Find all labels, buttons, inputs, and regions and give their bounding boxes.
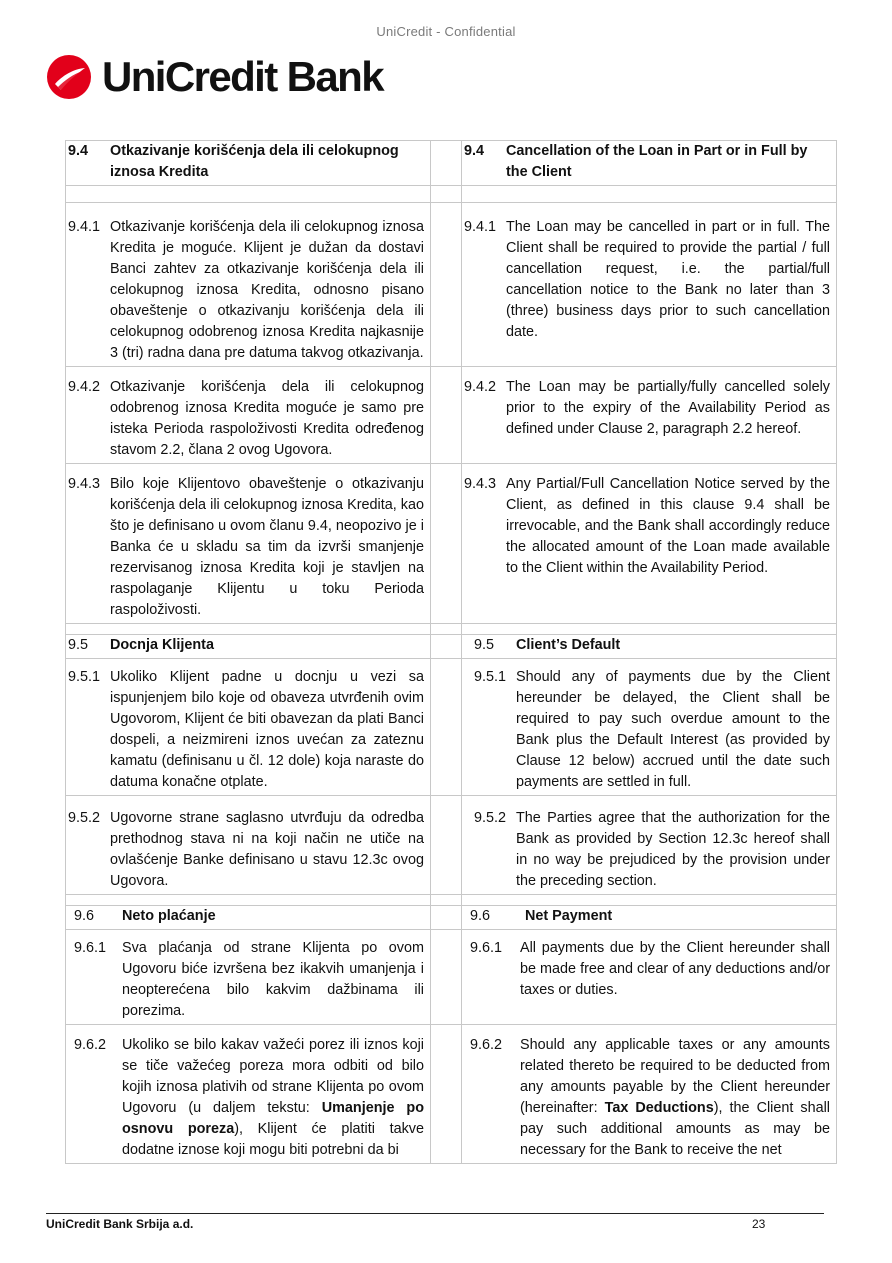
clause-number: 9.4.1 <box>68 219 101 235</box>
section-number: 9.6 <box>74 908 95 924</box>
clause-number: 9.5.2 <box>68 810 101 826</box>
page-number: 23 <box>752 1217 766 1231</box>
clause-text: Ugovorne strane saglasno utvrđuju da odredba prethodnog stava ni na koji način ne utiče na ovlašćenje Banke definisano u stavu 12.3c ovog Ugovora. <box>110 810 424 889</box>
clause-number: 9.5.1 <box>474 669 507 685</box>
clause-row <box>66 796 837 895</box>
section-title: Net Payment <box>525 908 613 924</box>
clause-text: Ukoliko Klijent padne u docnju u vezi sa ispunjenjem bilo koje od obaveza utvrđenih ovim Ugovorom, Klijent će biti obavezan da plati Banci dospeli, a neizmireni iznos uvećan za zateznu kamatu (definisanu u čl. 12 dole) koja naraste do datuma konačne otplate. <box>110 669 424 790</box>
section-title: Client’s Default <box>516 637 621 653</box>
contract-table <box>65 140 837 1164</box>
section-title: Docnja Klijenta <box>110 637 214 653</box>
confidential-label: UniCredit - Confidential <box>376 24 516 39</box>
clause-text: Bilo koje Klijentovo obaveštenje o otkazivanju korišćenja dela ili celokupnog iznosa Kredita, kao što je definisano u ovom članu 9.4, neopozivo je i Banka će u skladu sa tim da izvrši smanjenje rezervisanog iznosa Kredita koji je stavljen na raspolaganje Klijentu u toku Perioda raspoloživosti. <box>110 476 424 618</box>
bank-logo <box>46 52 383 102</box>
clause-text: All payments due by the Client hereunder shall be made free and clear of any deductions and/or taxes or duties. <box>520 940 830 998</box>
section-9-4-heading-row <box>66 141 837 186</box>
section-number: 9.4 <box>68 143 89 159</box>
clause-text: Any Partial/Full Cancellation Notice served by the Client, as defined in this clause 9.4 shall be irrevocable, and the Bank shall accordingly reduce the allocated amount of the Loan made available to the Client within the Availability Period. <box>506 476 830 576</box>
section-9-5-heading-row <box>66 635 837 659</box>
clause-number: 9.4.1 <box>464 219 497 235</box>
clause-text: The Loan may be cancelled in part or in full. The Client shall be required to provide the partial / full cancellation request, i.e. the partial/full cancellation notice to the Bank no later than 3 (three) business days prior to such cancellation date. <box>506 219 830 340</box>
clause-row <box>66 659 837 796</box>
clause-number: 9.4.3 <box>68 476 101 492</box>
section-number: 9.5 <box>474 637 495 653</box>
clause-row <box>66 203 837 367</box>
unicredit-logo-icon <box>46 54 92 100</box>
clause-number: 9.6.2 <box>74 1037 107 1053</box>
defined-term: Tax Deductions <box>604 1100 714 1116</box>
clause-number: 9.6.1 <box>74 940 107 956</box>
section-9-6-heading-row <box>66 906 837 930</box>
section-title: Otkazivanje korišćenja dela ili celokupnog iznosa Kredita <box>110 143 399 180</box>
footer-divider <box>46 1213 824 1214</box>
clause-row <box>66 930 837 1025</box>
clause-number: 9.4.3 <box>464 476 497 492</box>
clause-number: 9.6.2 <box>470 1037 503 1053</box>
clause-number: 9.6.1 <box>470 940 503 956</box>
clause-row <box>66 367 837 464</box>
section-number: 9.6 <box>470 908 491 924</box>
clause-text: The Parties agree that the authorization for the Bank as provided by Section 12.3c hereof shall in no way be prejudiced by the provision under the preceding section. <box>516 810 830 889</box>
clause-text: The Loan may be partially/fully cancelled solely prior to the expiry of the Availability Period as defined under Clause 2, paragraph 2.2 hereof. <box>506 379 830 437</box>
clause-text: Should any applicable taxes or any amounts related thereto be required to be deducted from any amounts payable by the Client hereunder (hereinafter: Tax Deductions), the Client shall pay such additional amounts as may be necessary for the Bank to receive the net <box>520 1037 830 1158</box>
clause-text: Otkazivanje korišćenja dela ili celokupnog odobrenog iznosa Kredita moguće je samo pre isteka Perioda raspoloživosti Kredita određenog stavom 2.2, člana 2 ovog Ugovora. <box>110 379 424 458</box>
section-title: Cancellation of the Loan in Part or in Full by the Client <box>506 143 808 180</box>
clause-row <box>66 464 837 624</box>
section-title: Neto plaćanje <box>122 908 216 924</box>
footer-company: UniCredit Bank Srbija a.d. <box>46 1217 194 1231</box>
clause-number: 9.4.2 <box>68 379 101 395</box>
clause-text: Otkazivanje korišćenja dela ili celokupnog iznosa Kredita je moguće. Klijent je dužan da dostavi Banci zahtev za otkazivanje korišćenja dela ili celokupnog iznosa Kredita, odnosno pisano obaveštenje o otkazivanju korišćenja dela ili celokupnog odobrenog iznosa Kredita najkasnije 3 (tri) radna dana pre datuma takvog otkazivanja. <box>110 219 424 361</box>
defined-term: Umanjenje po osnovu poreza <box>122 1100 425 1137</box>
clause-text: Sva plaćanja od strane Klijenta po ovom Ugovoru biće izvršena bez ikakvih umanjenja i neopterećena bilo kakvim dažbinama ili porezima. <box>122 940 424 1019</box>
logo-text: UniCredit Bank <box>102 53 383 100</box>
clause-number: 9.4.2 <box>464 379 497 395</box>
clause-number: 9.5.2 <box>474 810 507 826</box>
clause-text: Should any of payments due by the Client hereunder be delayed, the Client shall be required to pay such overdue amount to the Bank plus the Default Interest (as provided by Clause 12 below) accrued until the date such payments are settled in full. <box>516 669 830 790</box>
clause-row <box>66 1025 837 1164</box>
section-number: 9.4 <box>464 143 485 159</box>
clause-text: Ukoliko se bilo kakav važeći porez ili iznos koji se tiče važećeg poreza mora odbiti od bilo kojih iznosa plativih od strane Klijenta po ovom Ugovoru (u daljem tekstu: Umanjenje po osnovu poreza), Klijent će platiti takve dodatne iznose koji mogu biti potrebni da bi <box>122 1037 425 1158</box>
section-number: 9.5 <box>68 637 89 653</box>
clause-number: 9.5.1 <box>68 669 101 685</box>
